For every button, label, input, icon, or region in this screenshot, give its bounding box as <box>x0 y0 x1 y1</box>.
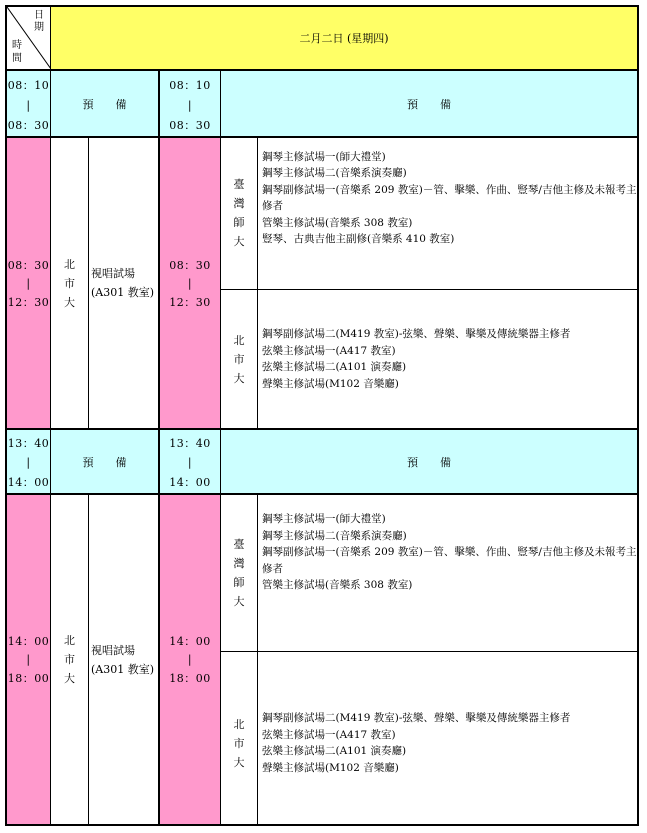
time-start: 08：10 <box>7 79 50 92</box>
time-cell <box>160 71 220 136</box>
site-name-cell <box>221 652 257 824</box>
room-list <box>258 652 637 824</box>
time-cell <box>160 430 220 493</box>
room-item: 聲樂主修試場(M102 音樂廳) <box>262 761 399 774</box>
site-char: 臺 <box>233 178 245 191</box>
reserve-cell: 預 備 <box>221 71 637 136</box>
school-char: 市 <box>64 653 75 666</box>
grid-line <box>88 138 89 428</box>
date-header: 二月二日 (星期四) <box>51 7 637 69</box>
table-border <box>637 5 639 826</box>
time-end: 08：30 <box>169 119 211 132</box>
time-start: 08：30 <box>7 258 50 272</box>
room-item: 管樂主修試場(音樂系 308 教室) <box>262 216 413 229</box>
site-name-cell <box>221 495 257 650</box>
grid-line <box>221 651 637 652</box>
column-separator <box>220 71 221 824</box>
venue-cell <box>89 138 158 428</box>
reserve-cell: 預 備 <box>221 430 637 493</box>
venue-cell <box>89 495 158 824</box>
time-start: 08：10 <box>169 79 211 92</box>
venue-name: 視唱試場 <box>91 643 135 657</box>
room-item: 鋼琴副修試場二(M419 教室)-弦樂、聲樂、擊樂及傳統樂器主修者 <box>262 328 571 340</box>
room-item: 鋼琴副修試場二(M419 教室)-弦樂、聲樂、擊樂及傳統樂器主修者 <box>262 712 571 724</box>
school-cell <box>51 495 88 824</box>
room-item: 鋼琴主修試場二(音樂系演奏廳) <box>262 529 407 542</box>
time-separator: | <box>26 653 31 666</box>
room-item: 弦樂主修試場二(A101 演奏廳) <box>262 361 407 373</box>
room-list <box>258 138 637 288</box>
row-separator <box>7 136 637 138</box>
time-cell <box>160 138 220 428</box>
room-item: 管樂主修試場(音樂系 308 教室) <box>262 579 413 592</box>
site-name-cell <box>221 290 257 428</box>
column-separator <box>158 71 160 824</box>
room-list <box>258 290 637 428</box>
site-name-cell <box>221 138 257 288</box>
row-separator <box>7 493 637 495</box>
row-separator <box>7 69 637 71</box>
site-char: 灣 <box>233 556 245 570</box>
time-cell <box>7 71 50 136</box>
grid-line <box>221 289 637 290</box>
time-end: 18：00 <box>169 672 211 685</box>
grid-line <box>88 495 89 824</box>
time-separator: | <box>187 98 193 112</box>
site-char: 市 <box>233 736 245 750</box>
site-char: 北 <box>233 717 245 731</box>
time-end: 14：00 <box>169 476 211 489</box>
time-start: 14：00 <box>169 635 211 648</box>
grid-line <box>257 138 258 428</box>
time-separator: | <box>187 276 193 290</box>
time-start: 14：00 <box>7 635 50 648</box>
table-border <box>5 5 7 826</box>
time-separator: | <box>26 276 31 290</box>
school-char: 北 <box>64 257 75 271</box>
table-border <box>5 5 639 7</box>
corner-cell <box>7 7 51 69</box>
time-start: 13：40 <box>7 437 50 450</box>
room-list <box>258 495 637 650</box>
site-char: 市 <box>233 352 245 366</box>
site-char: 北 <box>233 333 245 347</box>
site-char: 大 <box>233 755 245 769</box>
grid-line <box>50 7 51 69</box>
time-cell <box>7 430 50 493</box>
school-char: 市 <box>64 276 75 290</box>
venue-name: 視唱試場 <box>91 267 135 280</box>
reserve-cell: 預 備 <box>51 71 158 136</box>
room-item: 豎琴、古典吉他主副修(音樂系 410 教室) <box>262 233 455 245</box>
time-end: 12：30 <box>169 295 211 309</box>
room-item: 鋼琴副修試場一(音樂系 209 教室)－管、擊樂、作曲、豎琴/吉他主修及未報考主修者 <box>262 546 637 575</box>
time-start: 13：40 <box>169 437 211 450</box>
time-separator: | <box>26 456 31 469</box>
time-end: 14：00 <box>7 476 50 489</box>
site-char: 師 <box>233 575 245 589</box>
room-item: 鋼琴主修試場一(師大禮堂) <box>262 150 386 163</box>
room-item: 弦樂主修試場一(A417 教室) <box>262 344 396 357</box>
school-char: 大 <box>64 672 75 685</box>
time-separator: | <box>187 456 193 469</box>
row-separator <box>7 428 637 430</box>
venue-room: (A301 教室) <box>91 286 155 299</box>
grid-line <box>257 495 258 824</box>
time-cell <box>7 138 50 428</box>
room-item: 鋼琴主修試場二(音樂系演奏廳) <box>262 167 407 179</box>
school-char: 北 <box>64 634 75 647</box>
time-end: 18：00 <box>7 672 50 685</box>
table-border <box>5 824 639 826</box>
corner-time-label: 時 間 <box>12 40 22 64</box>
school-cell <box>51 138 88 428</box>
room-item: 弦樂主修試場二(A101 演奏廳) <box>262 745 407 757</box>
site-char: 大 <box>233 235 245 248</box>
time-cell <box>160 495 220 824</box>
site-char: 師 <box>233 216 245 229</box>
time-end: 12：30 <box>7 295 50 309</box>
room-item: 弦樂主修試場一(A417 教室) <box>262 728 396 741</box>
site-char: 大 <box>233 594 245 608</box>
venue-room: (A301 教室) <box>91 662 155 676</box>
time-end: 08：30 <box>7 119 50 132</box>
column-separator <box>50 71 51 824</box>
site-char: 臺 <box>233 537 245 551</box>
time-separator: | <box>26 98 31 112</box>
time-start: 08：30 <box>169 258 211 272</box>
time-cell <box>7 495 50 824</box>
room-item: 聲樂主修試場(M102 音樂廳) <box>262 377 399 390</box>
time-separator: | <box>187 653 193 666</box>
corner-date-label: 日 期 <box>34 10 44 33</box>
reserve-cell: 預 備 <box>51 430 158 493</box>
room-item: 鋼琴副修試場一(音樂系 209 教室)－管、擊樂、作曲、豎琴/吉他主修及未報考主修者 <box>262 183 637 212</box>
room-item: 鋼琴主修試場一(師大禮堂) <box>262 513 386 526</box>
school-char: 大 <box>64 295 75 309</box>
site-char: 灣 <box>233 197 245 210</box>
site-char: 大 <box>233 371 245 385</box>
